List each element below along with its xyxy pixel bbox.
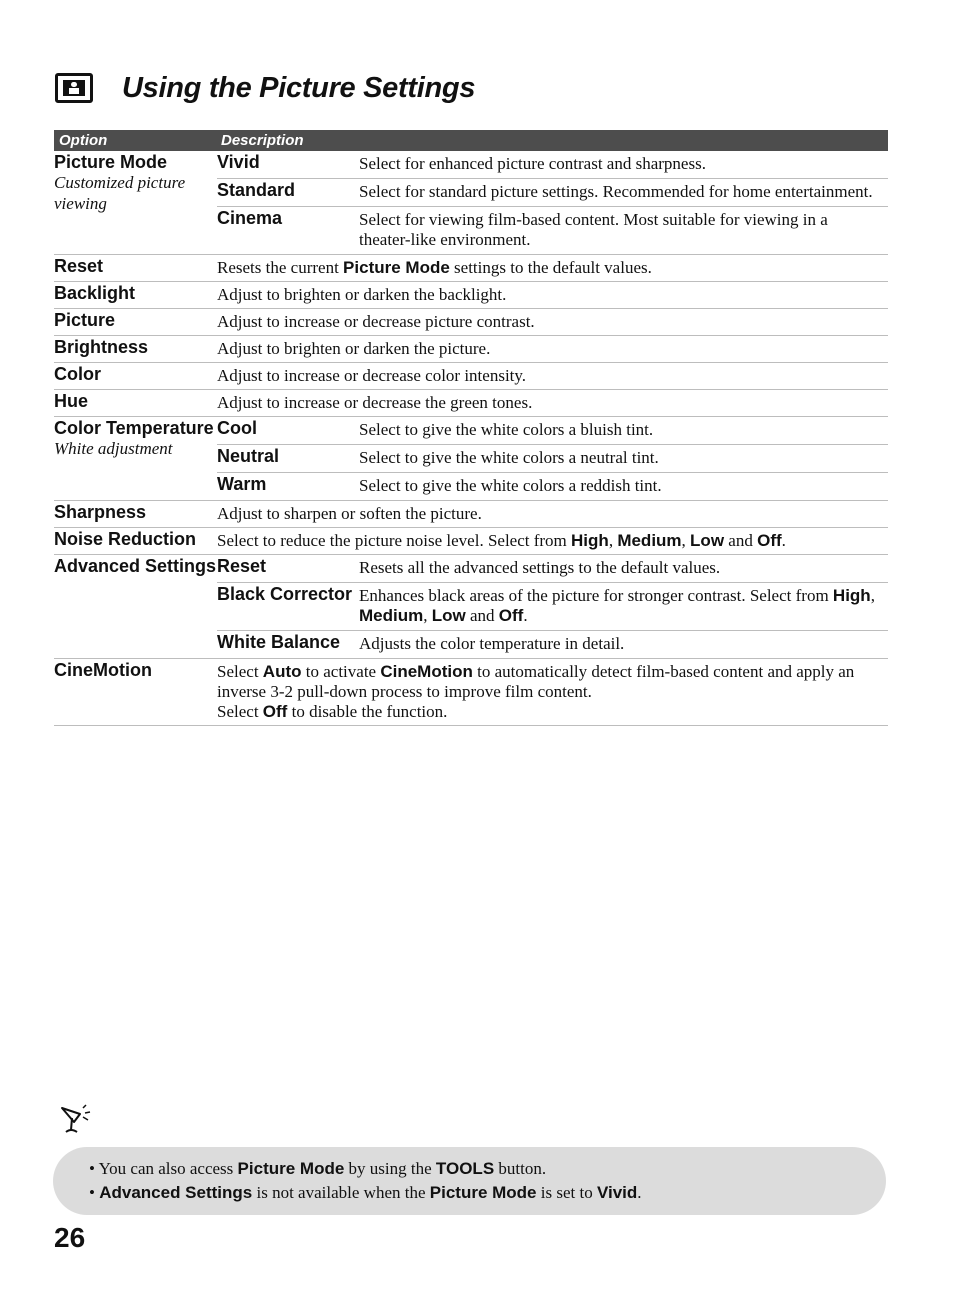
sub-option-row — [217, 179, 888, 207]
text-run: Adjust to sharpen or soften the picture. — [217, 504, 482, 523]
sub-option-name: Cool — [217, 418, 257, 438]
bold-term: Off — [498, 606, 524, 625]
text-run: Select for standard picture settings. Recommended for home entertainment. — [359, 182, 873, 201]
sub-option-row — [217, 445, 888, 473]
option-description — [217, 528, 888, 554]
bold-term: Advanced Settings — [99, 1183, 253, 1202]
option-name: Brightness — [54, 337, 149, 357]
description-column-header: Description — [221, 132, 304, 149]
table-row — [54, 282, 888, 309]
option-description — [217, 363, 888, 389]
bold-term: Picture Mode — [429, 1183, 537, 1202]
text-run: to disable the function. — [287, 702, 448, 721]
option-cell — [54, 309, 217, 335]
page-header — [55, 68, 475, 108]
text-run: Select to give the white colors a reddish tint. — [359, 476, 662, 495]
table-row — [54, 151, 888, 255]
option-cell — [54, 659, 217, 725]
sub-option-description — [359, 179, 888, 206]
page-number: 26 — [54, 1222, 86, 1253]
option-description — [217, 336, 888, 362]
option-cell — [54, 282, 217, 308]
option-name: Color — [54, 364, 101, 384]
sub-option-row — [217, 151, 888, 179]
bold-term: CineMotion — [380, 662, 473, 681]
sub-option-name: White Balance — [217, 632, 341, 652]
sub-option-description — [359, 583, 888, 630]
table-row — [54, 336, 888, 363]
sub-option-description — [359, 151, 888, 178]
text-run: Select — [217, 662, 263, 681]
text-run: Adjusts the color temperature in detail. — [359, 634, 625, 653]
sub-option-description — [359, 445, 888, 472]
option-name: Backlight — [54, 283, 136, 303]
option-description — [217, 390, 888, 416]
hint-item — [89, 1157, 886, 1181]
hint-lamp-icon — [58, 1104, 96, 1138]
bold-term: Low — [690, 531, 725, 550]
option-cell — [54, 151, 217, 254]
text-run: to activate — [301, 662, 381, 681]
option-cell — [54, 417, 217, 500]
option-name: CineMotion — [54, 660, 152, 680]
option-cell — [54, 255, 217, 281]
text-run: . — [523, 606, 528, 625]
option-description — [217, 501, 888, 527]
table-row — [54, 255, 888, 282]
text-run: Select to give the white colors a bluish tint. — [359, 420, 654, 439]
text-run: to automatically detect film-based content and apply an inverse 3-2 pull-down process to improve film content. — [217, 662, 855, 701]
sub-option-row — [217, 555, 888, 583]
sub-option-name: Reset — [217, 556, 267, 576]
table-body — [54, 151, 888, 726]
option-cell — [54, 528, 217, 554]
text-run: settings to the default values. — [449, 258, 652, 277]
bold-term: Picture Mode — [237, 1159, 345, 1178]
bold-term: Medium — [617, 531, 682, 550]
sub-option-name: Cinema — [217, 208, 283, 228]
text-run: , — [608, 531, 618, 550]
text-run: Select for enhanced picture contrast and sharpness. — [359, 154, 706, 173]
text-run: Select for viewing film-based content. Most suitable for viewing in a theater-like environment. — [359, 210, 828, 249]
option-description — [217, 309, 888, 335]
table-row — [54, 528, 888, 555]
option-cell — [54, 501, 217, 527]
hint-item — [89, 1181, 886, 1205]
bold-term: High — [571, 531, 609, 550]
sub-option-description — [359, 555, 888, 582]
text-run: . — [781, 531, 786, 550]
sub-option-description — [359, 631, 888, 658]
bold-term: High — [832, 586, 871, 605]
sub-option-name: Neutral — [217, 446, 280, 466]
option-cell — [54, 555, 217, 658]
bold-term: Picture Mode — [343, 258, 450, 277]
text-run: and — [724, 531, 758, 550]
bold-term: Auto — [262, 662, 302, 681]
sub-option-description — [359, 473, 888, 500]
sub-option-row — [217, 583, 888, 631]
picture-settings-table — [54, 130, 888, 726]
option-cell — [54, 390, 217, 416]
text-run: Resets all the advanced settings to the default values. — [359, 558, 721, 577]
text-run: Adjust to brighten or darken the backlight. — [217, 285, 507, 304]
option-column-header: Option — [59, 132, 108, 149]
option-note: White adjustment — [54, 439, 173, 458]
sub-option-name: Black Corrector — [217, 584, 353, 604]
table-row — [54, 501, 888, 528]
bullet-icon: • — [89, 1183, 100, 1202]
table-row — [54, 555, 888, 659]
text-run: by using the — [344, 1159, 436, 1178]
sub-option-list — [217, 417, 888, 500]
text-run: Enhances black areas of the picture for stronger contrast. Select from — [359, 586, 833, 605]
text-run: Adjust to increase or decrease color intensity. — [217, 366, 527, 385]
text-run: . — [637, 1183, 642, 1202]
text-run: , — [681, 531, 691, 550]
text-run: Adjust to increase or decrease the green tones. — [217, 393, 533, 412]
option-name: Advanced Settings — [54, 556, 217, 576]
option-cell — [54, 336, 217, 362]
sub-option-description — [359, 207, 888, 254]
option-name: Noise Reduction — [54, 529, 197, 549]
sub-option-list — [217, 555, 888, 658]
table-row — [54, 363, 888, 390]
option-description — [217, 282, 888, 308]
text-run: Select — [217, 702, 263, 721]
option-cell — [54, 363, 217, 389]
option-note: Customized picture viewing — [54, 173, 186, 213]
sub-option-list — [217, 151, 888, 254]
picture-settings-icon — [55, 73, 93, 103]
table-row — [54, 659, 888, 726]
bold-term: Off — [262, 702, 288, 721]
text-run: is set to — [536, 1183, 597, 1202]
table-row — [54, 309, 888, 336]
text-run: Adjust to brighten or darken the picture. — [217, 339, 491, 358]
sub-option-name: Warm — [217, 474, 267, 494]
sub-option-name: Vivid — [217, 152, 260, 172]
table-header — [54, 130, 888, 151]
sub-option-row — [217, 207, 888, 254]
option-name: Picture — [54, 310, 116, 330]
option-name: Reset — [54, 256, 104, 276]
option-name: Color Temperature — [54, 418, 214, 438]
bold-term: TOOLS — [435, 1159, 495, 1178]
text-run: Select to give the white colors a neutral tint. — [359, 448, 659, 467]
sub-option-name: Standard — [217, 180, 296, 200]
text-run: and — [465, 606, 499, 625]
bold-term: Vivid — [596, 1183, 638, 1202]
text-run: Resets the current — [217, 258, 344, 277]
option-name: Picture Mode — [54, 152, 168, 172]
sub-option-row — [217, 473, 888, 500]
bullet-icon: • — [89, 1159, 99, 1178]
option-name: Sharpness — [54, 502, 147, 522]
sub-option-row — [217, 631, 888, 658]
sub-option-description — [359, 417, 888, 444]
text-run: , — [870, 586, 875, 605]
hints-box — [53, 1147, 886, 1215]
text-run: Adjust to increase or decrease picture contrast. — [217, 312, 535, 331]
sub-option-row — [217, 417, 888, 445]
text-run: is not available when the — [252, 1183, 430, 1202]
page-title: Using the Picture Settings — [122, 71, 476, 104]
option-description — [217, 659, 888, 725]
text-run: You can also access — [98, 1159, 238, 1178]
text-run: button. — [494, 1159, 547, 1178]
option-name: Hue — [54, 391, 89, 411]
table-row — [54, 417, 888, 501]
table-row — [54, 390, 888, 417]
bold-term: Medium — [359, 606, 424, 625]
option-description — [217, 255, 888, 281]
text-run: , — [423, 606, 432, 625]
bold-term: Off — [757, 531, 782, 550]
text-run: Select to reduce the picture noise level. Select from — [217, 531, 572, 550]
bold-term: Low — [431, 606, 466, 625]
